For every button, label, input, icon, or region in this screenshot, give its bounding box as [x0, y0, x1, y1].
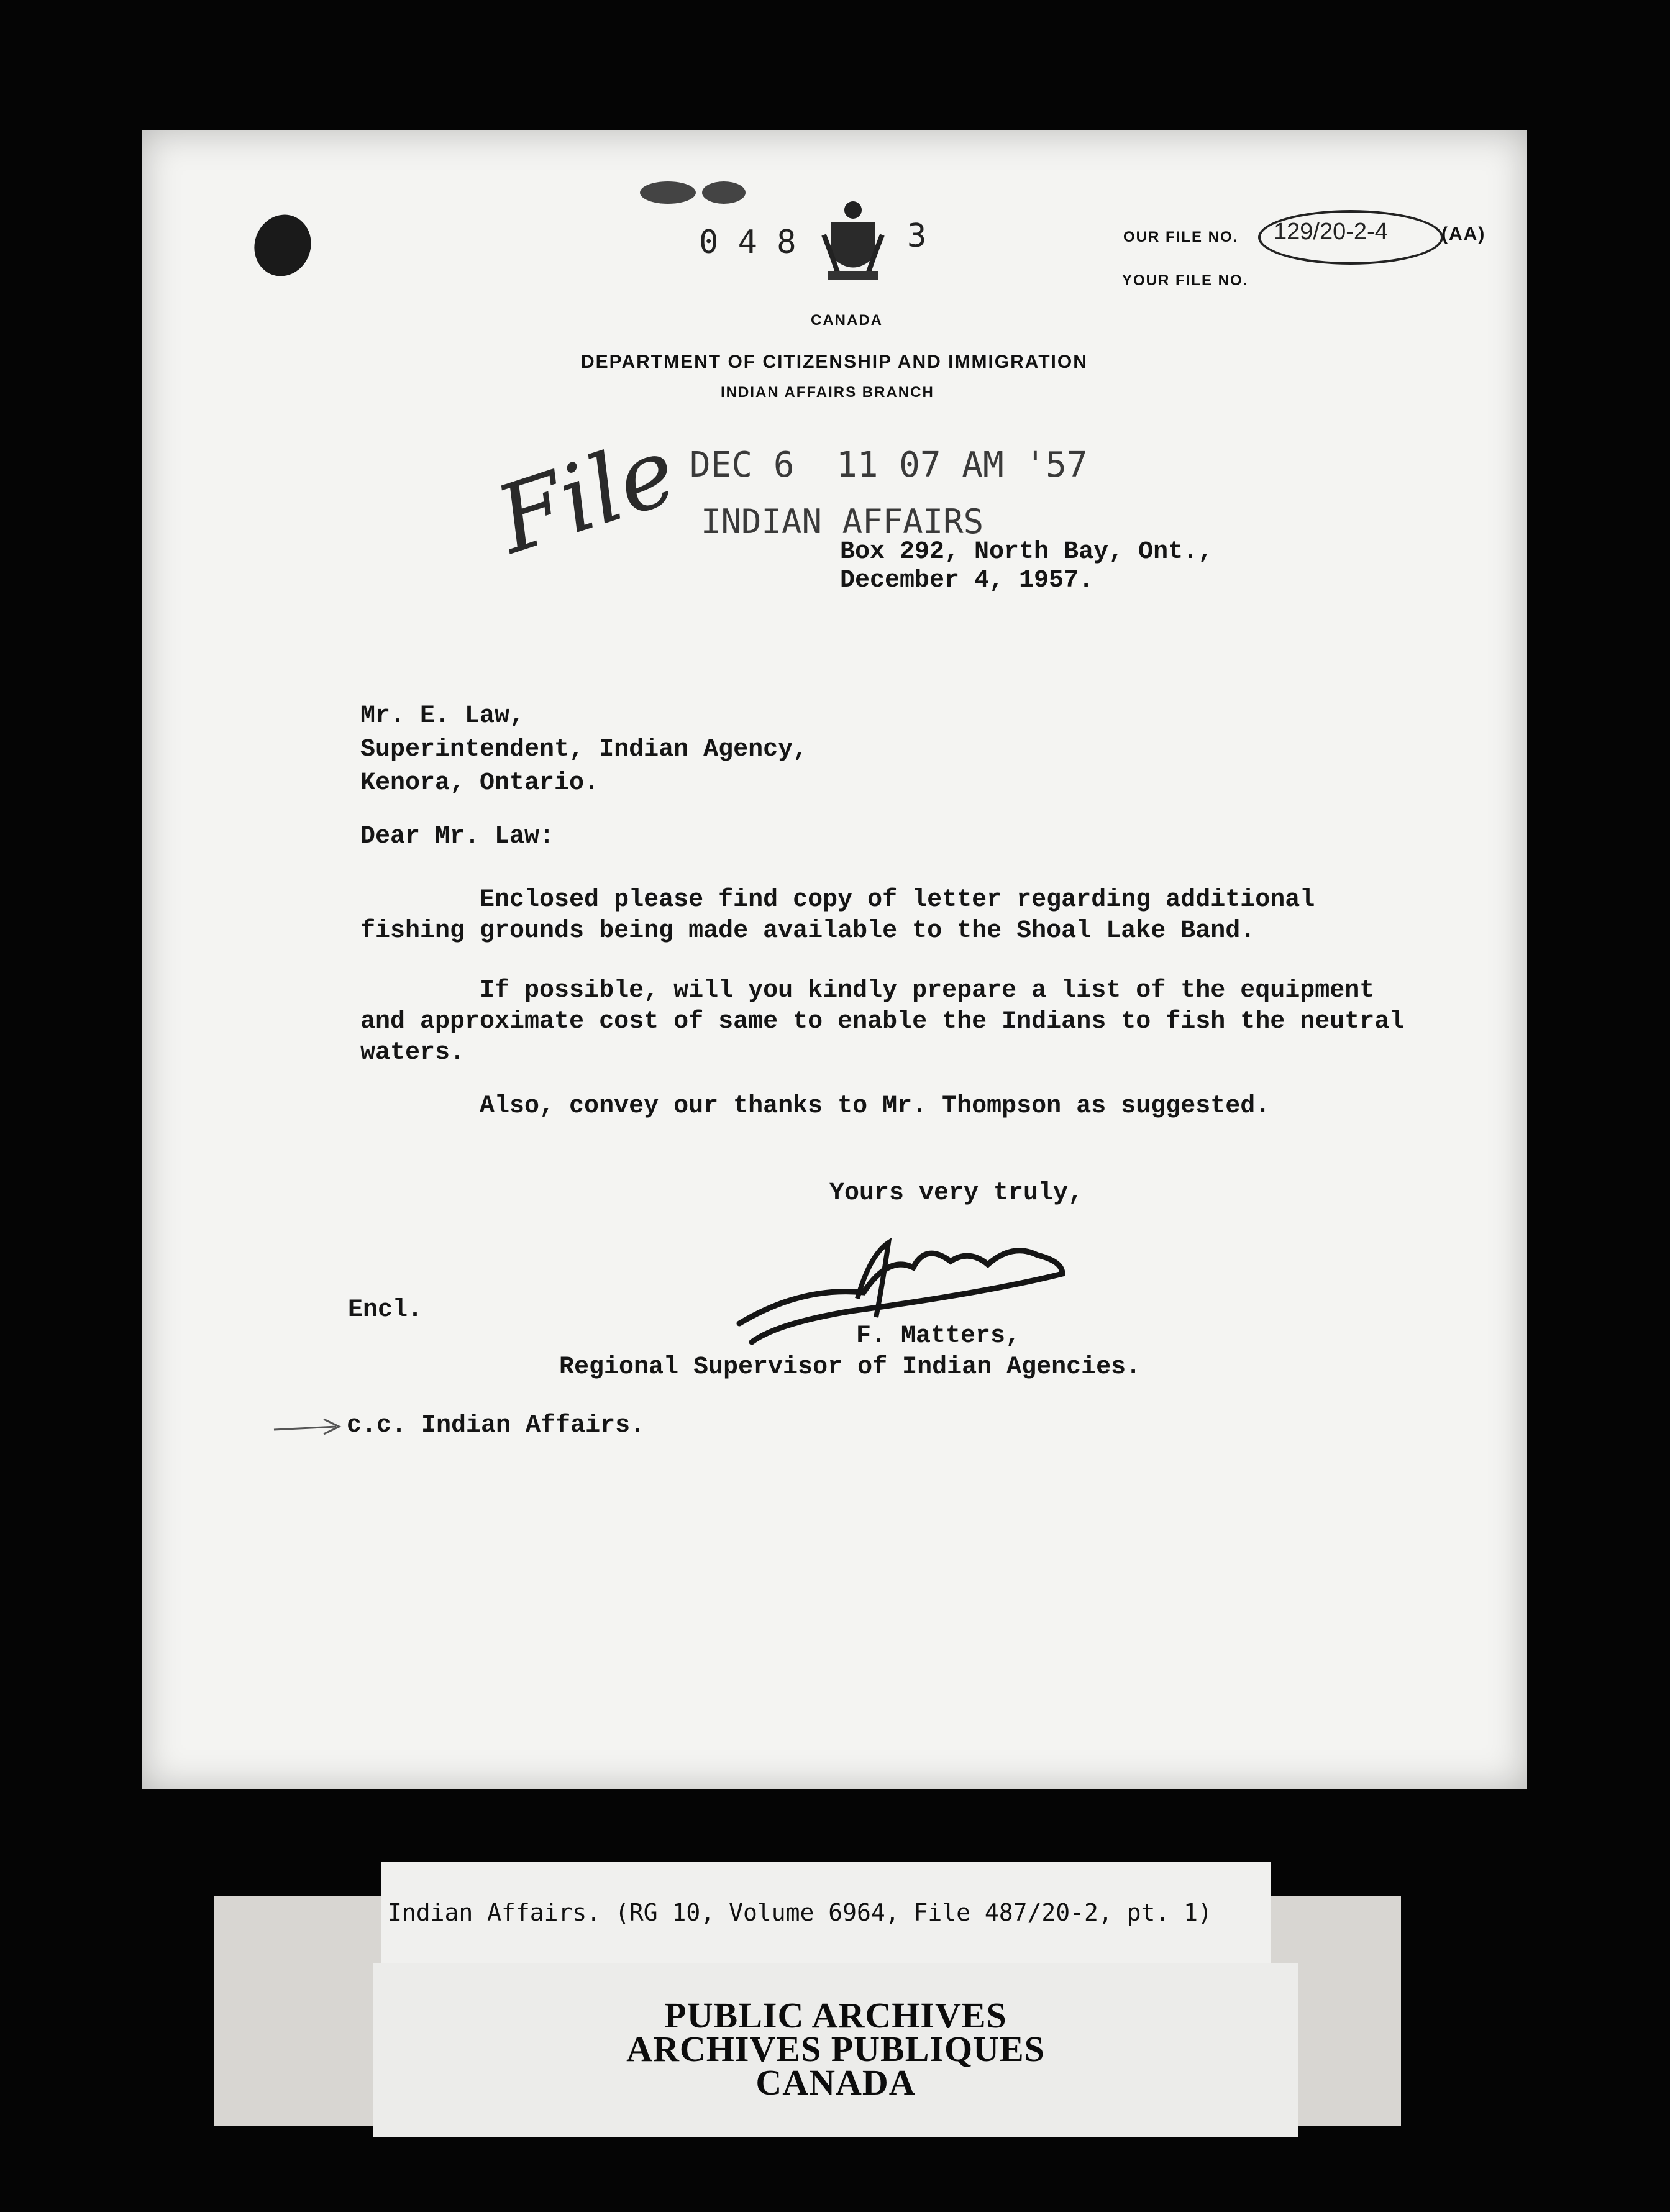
enclosure-note: Encl. — [348, 1296, 423, 1324]
recipient-line1: Mr. E. Law, — [360, 702, 525, 730]
document-number-left: 0 4 8 — [699, 224, 796, 261]
salutation: Dear Mr. Law: — [360, 823, 555, 851]
body-paragraph1-line2: fishing grounds being made available to the Shoal Lake Band. — [360, 917, 1256, 945]
body-paragraph2-line1: If possible, will you kindly prepare a list of the equipment — [360, 977, 1375, 1005]
carbon-copy: c.c. Indian Affairs. — [347, 1412, 646, 1440]
archive-title-line3: CANADA — [755, 2062, 916, 2103]
closing: Yours very truly, — [829, 1179, 1084, 1207]
sender-address-line2: December 4, 1957. — [840, 567, 1094, 595]
recipient-line2: Superintendent, Indian Agency, — [360, 736, 808, 764]
signatory-title: Regional Supervisor of Indian Agencies. — [559, 1353, 1141, 1381]
arrow-icon — [271, 1414, 345, 1439]
your-file-label: YOUR FILE NO. — [1122, 272, 1249, 289]
archive-reference: Indian Affairs. (RG 10, Volume 6964, File 487/20-2, pt. 1) — [388, 1899, 1212, 1926]
body-paragraph1-line1: Enclosed please find copy of letter regarding additional — [360, 886, 1315, 914]
document-number-right: 3 — [907, 217, 927, 255]
body-paragraph2-line2: and approximate cost of same to enable the Indians to fish the neutral — [360, 1008, 1405, 1036]
recipient-line3: Kenora, Ontario. — [360, 769, 600, 797]
letterhead-department: DEPARTMENT OF CITIZENSHIP AND IMMIGRATION — [581, 352, 1088, 372]
our-file-value: 129/20-2-4 — [1274, 219, 1388, 245]
body-paragraph3-line1: Also, convey our thanks to Mr. Thompson as suggested. — [360, 1092, 1271, 1120]
letterhead-country: CANADA — [811, 312, 883, 329]
archive-title-line2: ARCHIVES PUBLIQUES — [626, 2029, 1045, 2069]
coat-of-arms-icon — [819, 198, 887, 285]
received-stamp-office: INDIAN AFFAIRS — [701, 502, 984, 541]
ink-blot — [702, 181, 746, 204]
letter-page — [142, 130, 1527, 1789]
body-paragraph2-line3: waters. — [360, 1039, 465, 1067]
signatory-name: F. Matters, — [856, 1322, 1021, 1350]
letterhead-branch: INDIAN AFFAIRS BRANCH — [721, 384, 934, 401]
handwritten-file-note: File — [485, 416, 689, 575]
ink-blot — [640, 181, 696, 204]
our-file-suffix: (AA) — [1441, 224, 1486, 244]
received-stamp-date: DEC 6 11 07 AM '57 — [690, 445, 1088, 485]
archive-title-line1: PUBLIC ARCHIVES — [664, 1995, 1007, 2036]
our-file-label: OUR FILE NO. — [1123, 229, 1239, 245]
sender-address-line1: Box 292, North Bay, Ont., — [840, 538, 1213, 566]
